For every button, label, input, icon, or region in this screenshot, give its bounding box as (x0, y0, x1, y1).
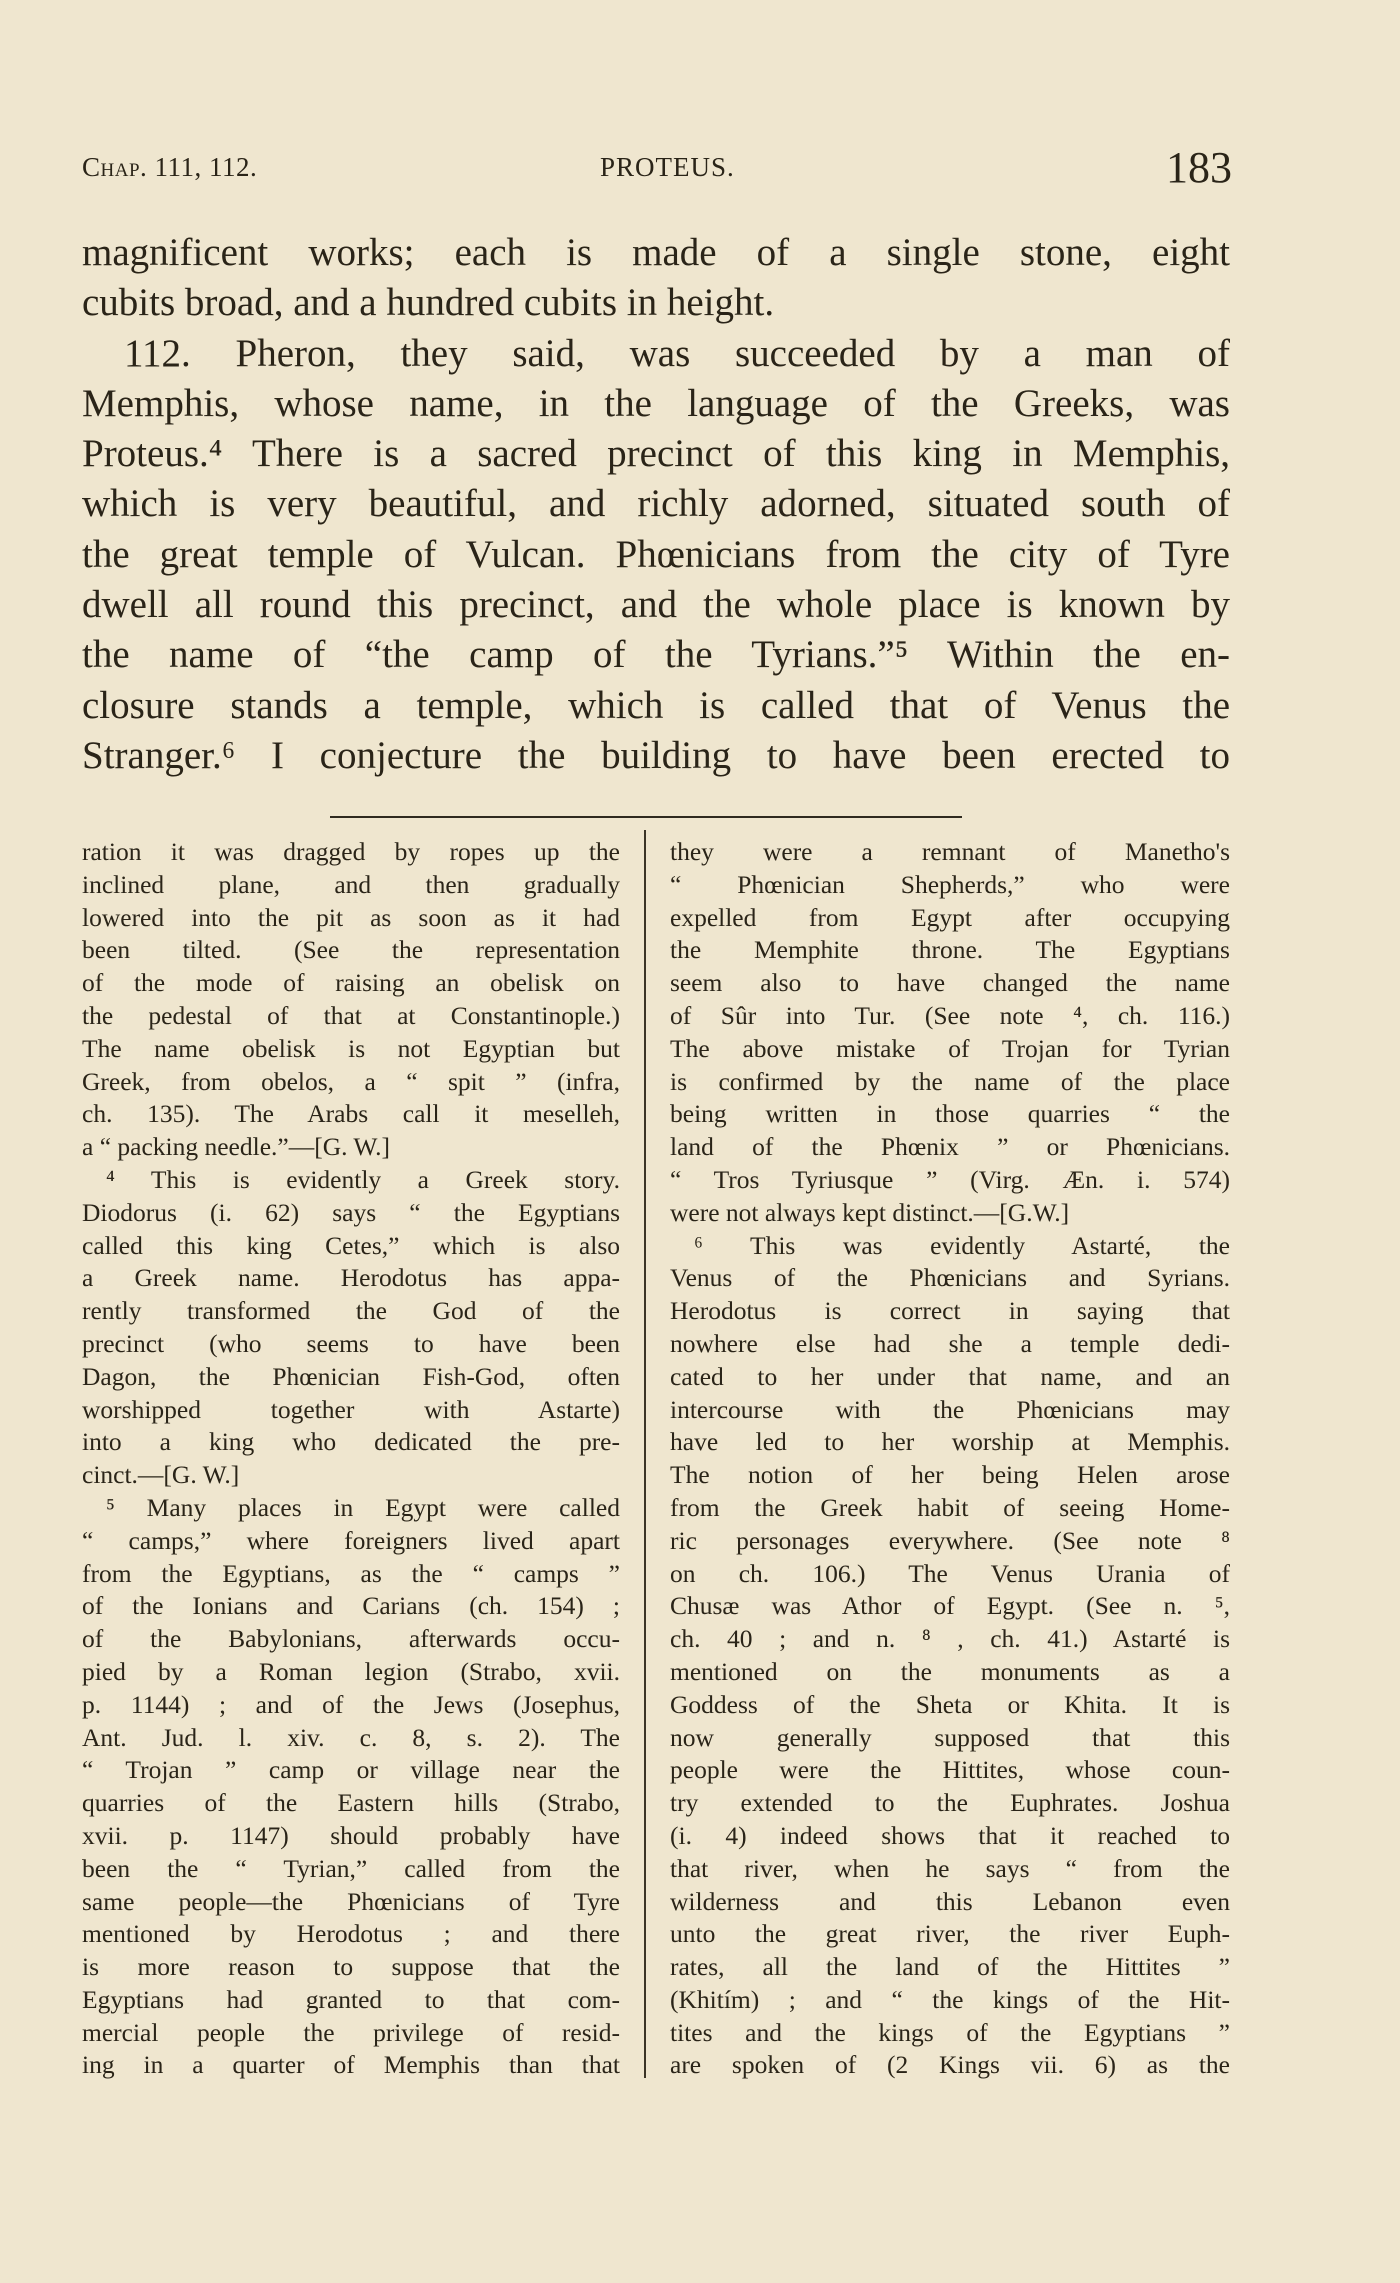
main-line: Memphis, whose name, in the language of the Greeks, was (82, 381, 1230, 425)
footnote-line: ing in a quarter of Memphis than that (82, 2050, 620, 2080)
footnote-line: have led to her worship at Memphis. (670, 1427, 1230, 1457)
footnote-line: ⁵ Many places in Egypt were called (106, 1492, 620, 1522)
footnote-line: (Khitím) ; and “ the kings of the Hit- (670, 1984, 1230, 2014)
footnote-line: try extended to the Euphrates. Joshua (670, 1788, 1230, 1818)
footnote-line: precinct (who seems to have been (82, 1328, 620, 1358)
footnote-line: The name obelisk is not Egyptian but (82, 1033, 620, 1063)
main-line: Stranger.⁶ I conjecture the building to have been erected to (82, 733, 1230, 777)
footnote-line: rently transformed the God of the (82, 1296, 620, 1326)
footnotes-left-column (82, 836, 620, 2082)
footnote-line: lowered into the pit as soon as it had (82, 902, 620, 932)
footnote-line: ⁴ This is evidently a Greek story. (106, 1164, 620, 1194)
footnote-line: into a king who dedicated the pre- (82, 1427, 620, 1457)
footnote-line: quarries of the Eastern hills (Strabo, (82, 1788, 620, 1818)
footnote-line: been tilted. (See the representation (82, 935, 620, 965)
footnote-line: of the Ionians and Carians (ch. 154) ; (82, 1591, 620, 1621)
footnote-line: ⁶ This was evidently Astarté, the (694, 1230, 1230, 1260)
footnote-line: the Memphite throne. The Egyptians (670, 935, 1230, 965)
main-line: dwell all round this precinct, and the whole place is known by (82, 583, 1230, 627)
footnote-line: Dagon, the Phœnician Fish-God, often (82, 1361, 620, 1391)
main-line: magnificent works; each is made of a single stone, eight (82, 231, 1230, 274)
footnote-line: are spoken of (2 Kings vii. 6) as the (670, 2050, 1230, 2080)
footnote-line: on ch. 106.) The Venus Urania of (670, 1558, 1230, 1588)
footnote-line: from the Egyptians, as the “ camps ” (82, 1558, 620, 1588)
footnote-line: mentioned on the monuments as a (670, 1656, 1230, 1686)
footnote-line: worshipped together with Astarte) (82, 1394, 620, 1424)
main-line: which is very beautiful, and richly adorned, situated south of (82, 482, 1230, 526)
main-line: Proteus.⁴ There is a sacred precinct of this king in Memphis, (82, 432, 1230, 476)
footnote-line: The above mistake of Trojan for Tyrian (670, 1033, 1230, 1063)
footnote-line: Greek, from obelos, a “ spit ” (infra, (82, 1066, 620, 1096)
page-number: 183 (1166, 143, 1232, 192)
footnote-line: were not always kept distinct.—[G.W.] (670, 1197, 1070, 1227)
footnote-line: been the “ Tyrian,” called from the (82, 1853, 620, 1883)
footnote-line: cinct.—[G. W.] (82, 1460, 240, 1490)
footnote-line: Egyptians had granted to that com- (82, 1984, 620, 2014)
footnote-line: xvii. p. 1147) should probably have (82, 1820, 620, 1850)
footnote-line: wilderness and this Lebanon even (670, 1886, 1230, 1916)
footnote-line: “ Phœnician Shepherds,” who were (670, 869, 1230, 899)
main-line: the great temple of Vulcan. Phœnicians from the city of Tyre (82, 532, 1230, 576)
footnote-line: pied by a Roman legion (Strabo, xvii. (82, 1656, 620, 1686)
footnote-line: Chusæ was Athor of Egypt. (See n. ⁵, (670, 1591, 1230, 1621)
footnote-line: The notion of her being Helen arose (670, 1460, 1230, 1490)
footnote-line: ric personages everywhere. (See note ⁸ (670, 1525, 1230, 1555)
main-text (82, 228, 1230, 781)
footnote-line: a Greek name. Herodotus has appa- (82, 1263, 620, 1293)
footnote-line: they were a remnant of Manetho's (670, 837, 1230, 866)
main-line: the name of “the camp of the Tyrians.”⁵ Within the en- (82, 633, 1230, 677)
footnote-line: inclined plane, and then gradually (82, 869, 620, 899)
footnote-line: that river, when he says “ from the (670, 1853, 1230, 1883)
footnote-line: is more reason to suppose that the (82, 1952, 620, 1982)
footnote-line: same people—the Phœnicians of Tyre (82, 1886, 620, 1916)
footnote-line: of Sûr into Tur. (See note ⁴, ch. 116.) (670, 1000, 1230, 1030)
footnote-line: nowhere else had she a temple dedi- (670, 1328, 1230, 1358)
footnote-line: (i. 4) indeed shows that it reached to (670, 1820, 1230, 1850)
footnote-line: people were the Hittites, whose coun- (670, 1755, 1230, 1785)
footnote-line: ration it was dragged by ropes up the (82, 837, 620, 866)
footnote-line: ch. 40 ; and n. ⁸ , ch. 41.) Astarté is (670, 1624, 1230, 1654)
footnote-line: tites and the kings of the Egyptians ” (670, 2017, 1230, 2047)
footnote-line: expelled from Egypt after occupying (670, 902, 1230, 932)
footnote-line: seem also to have changed the name (670, 968, 1230, 998)
footnote-divider (330, 816, 962, 818)
main-line: 112. Pheron, they said, was succeeded by a man of (124, 331, 1230, 375)
footnote-line: unto the great river, the river Euph- (670, 1919, 1230, 1949)
footnote-line: mentioned by Herodotus ; and there (82, 1919, 620, 1949)
footnote-line: Herodotus is correct in saying that (670, 1296, 1230, 1326)
footnote-line: “ camps,” where foreigners lived apart (82, 1525, 620, 1555)
footnote-line: from the Greek habit of seeing Home- (670, 1492, 1230, 1522)
footnote-line: is confirmed by the name of the place (670, 1066, 1230, 1096)
footnote-line: mercial people the privilege of resid- (82, 2017, 620, 2047)
footnote-line: being written in those quarries “ the (670, 1099, 1230, 1129)
footnote-line: intercourse with the Phœnicians may (670, 1394, 1230, 1424)
footnote-line: cated to her under that name, and an (670, 1361, 1230, 1391)
chapter-reference: Chap. 111, 112. (82, 152, 258, 182)
running-title: PROTEUS. (600, 152, 735, 182)
footnote-line: Diodorus (i. 62) says “ the Egyptians (82, 1197, 620, 1227)
footnote-line: the pedestal of that at Constantinople.) (82, 1000, 620, 1030)
footnote-line: of the mode of raising an obelisk on (82, 968, 620, 998)
main-line: closure stands a temple, which is called that of Venus the (82, 683, 1230, 727)
column-divider (644, 830, 646, 2078)
footnote-line: Goddess of the Sheta or Khita. It is (670, 1689, 1230, 1719)
running-header (82, 142, 1232, 202)
main-line: cubits broad, and a hundred cubits in height. (82, 281, 775, 325)
footnote-line: p. 1144) ; and of the Jews (Josephus, (82, 1689, 620, 1719)
footnote-line: “ Tros Tyriusque ” (Virg. Æn. i. 574) (670, 1164, 1230, 1194)
footnote-line: now generally supposed that this (670, 1722, 1230, 1752)
footnote-line: Ant. Jud. l. xiv. c. 8, s. 2). The (82, 1722, 620, 1752)
footnote-line: land of the Phœnix ” or Phœnicians. (670, 1132, 1230, 1162)
footnotes-right-column (670, 836, 1230, 2082)
footnote-line: called this king Cetes,” which is also (82, 1230, 620, 1260)
footnote-line: a “ packing needle.”—[G. W.] (82, 1132, 391, 1162)
footnote-line: ch. 135). The Arabs call it meselleh, (82, 1099, 620, 1129)
footnote-line: of the Babylonians, afterwards occu- (82, 1624, 620, 1654)
footnote-line: “ Trojan ” camp or village near the (82, 1755, 620, 1785)
footnote-line: rates, all the land of the Hittites ” (670, 1952, 1230, 1982)
footnote-line: Venus of the Phœnicians and Syrians. (670, 1263, 1230, 1293)
